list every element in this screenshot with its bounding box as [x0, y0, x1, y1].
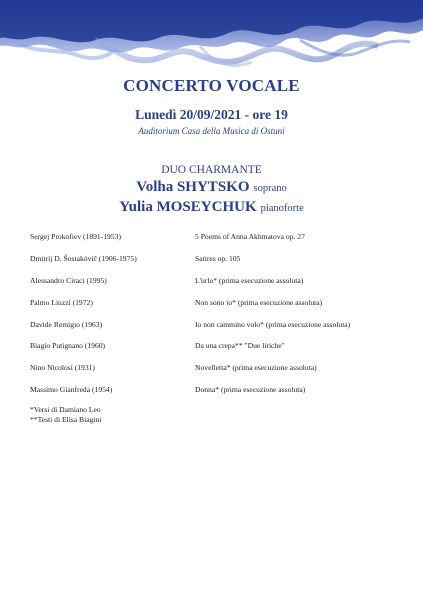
footnote: **Testi di Elisa Biagini — [30, 415, 102, 424]
composer: Alessandro Ciraci (1995) — [30, 275, 107, 285]
composer: Dmitrij D. Šostakóvič (1906-1975) — [30, 253, 137, 263]
concert-date: Lunedì 20/09/2021 - ore 19 — [135, 107, 288, 122]
program-row — [30, 320, 410, 342]
program-row — [30, 298, 410, 320]
work-title: Io non cammino volo* (prima esecuzione assoluta) — [195, 319, 351, 329]
watercolor-header-decoration — [0, 0, 423, 72]
composer: Nino Nicolosi (1931) — [30, 363, 95, 373]
composer: Palmo Liuzzi (1972) — [30, 297, 93, 307]
performer-name: Volha SHYTSKO — [136, 179, 250, 195]
concert-title: CONCERTO VOCALE — [123, 76, 300, 95]
program-row — [30, 341, 410, 363]
performer-role: soprano — [253, 183, 287, 194]
work-title: Satires op. 105 — [195, 253, 241, 263]
performer-name: Yulia MOSEYCHUK — [119, 199, 257, 215]
composer: Massimo Gianfreda (1954) — [30, 385, 113, 395]
program-row — [30, 385, 410, 407]
composer: Davide Remigio (1963) — [30, 319, 103, 329]
composer: Sergej Prokofiev (1891-1953) — [30, 232, 121, 241]
program-row — [30, 254, 410, 276]
work-title: Novelletta* (prima esecuzione assoluta) — [195, 363, 317, 373]
performer-role: pianoforte — [260, 203, 304, 214]
ensemble-name: DUO CHARMANTE — [161, 164, 262, 176]
work-title: L'urlo* (prima esecuzione assoluta) — [195, 275, 304, 285]
program-row — [30, 363, 410, 385]
work-title: Donna* (prima esecuzione assoluta) — [195, 385, 306, 395]
program-row — [30, 276, 410, 298]
performer-soprano — [0, 178, 423, 196]
program-list — [30, 232, 410, 407]
work-title: 5 Poems of Anna Akhmatova op. 27 — [195, 232, 305, 241]
footnote: *Versi di Damiano Leo — [30, 405, 101, 414]
footnotes — [30, 405, 101, 425]
work-title: Non sono io* (prima esecuzione assoluta) — [195, 297, 323, 307]
performer-pianist — [0, 198, 423, 216]
composer: Biagio Putignano (1960) — [30, 341, 106, 351]
program-row — [30, 232, 410, 254]
work-title: Da una crepa** "Due liriche" — [195, 341, 285, 351]
concert-venue: Auditorium Casa della Musica di Ostuni — [138, 126, 285, 136]
